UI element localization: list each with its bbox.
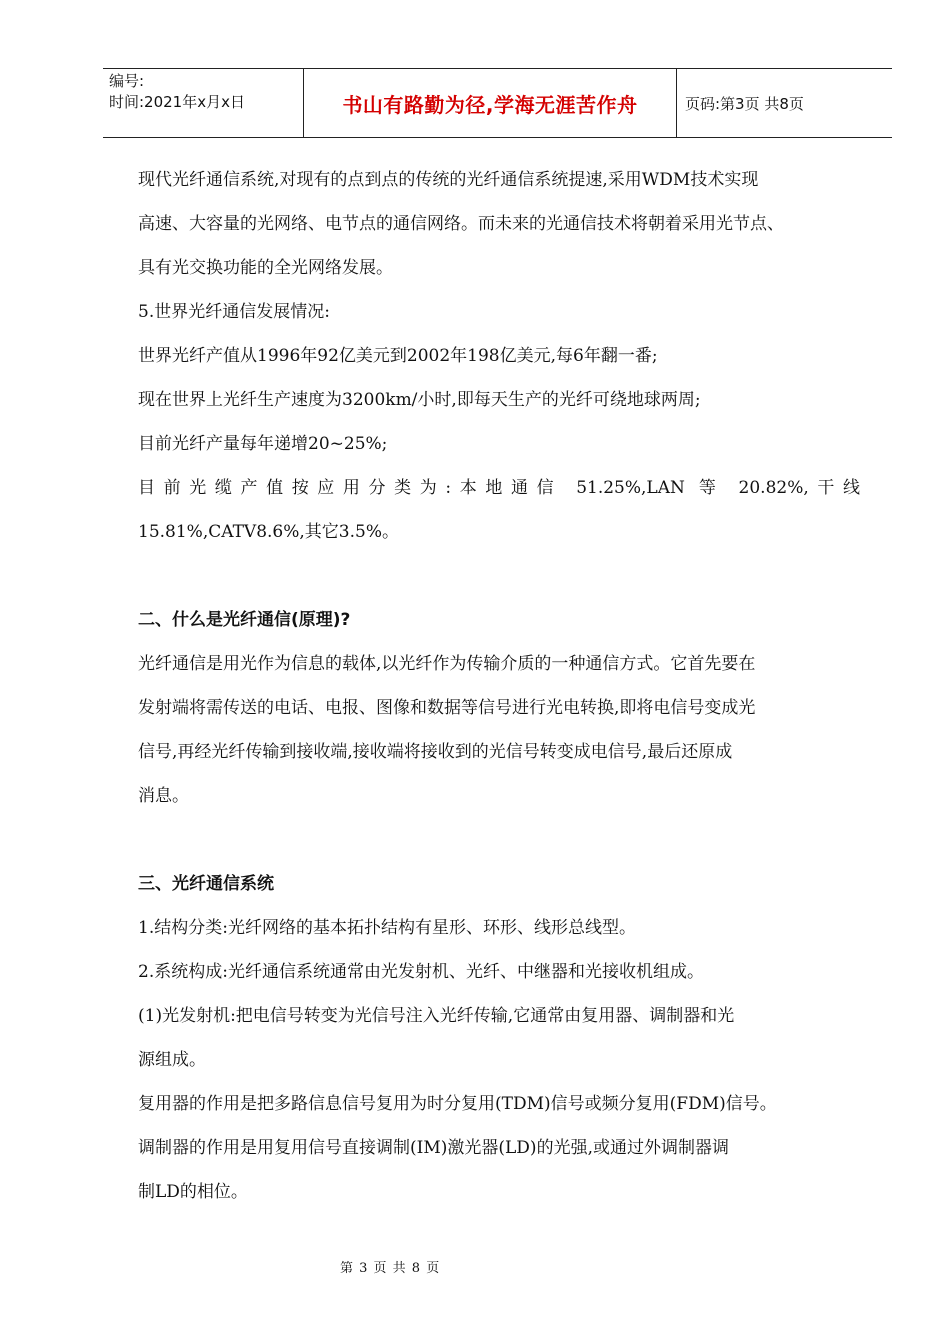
paragraph-line: 消息。 (138, 786, 189, 806)
paragraph-line: 高速、大容量的光网络、电节点的通信网络。而未来的光通信技术将朝着采用光节点、 (138, 214, 784, 234)
spacer (138, 554, 860, 598)
time-label: 时间:2021年x月x日 (109, 93, 245, 111)
header-page-info: 页码:第3页 共8页 (685, 94, 804, 113)
spacer (138, 818, 860, 862)
number-label: 编号: (109, 72, 145, 90)
stat-line: 目前光纤产量每年递增20~25%; (138, 434, 388, 454)
stat-line: 世界光纤产值从1996年92亿美元到2002年198亿美元,每6年翻一番; (138, 346, 658, 366)
header-meta (103, 69, 304, 137)
paragraph-line: 信号,再经光纤传输到接收端,接收端将接收到的光信号转变成电信号,最后还原成 (138, 742, 733, 762)
paragraph-line: 光纤通信是用光作为信息的载体,以光纤作为传输介质的一种通信方式。它首先要在 (138, 654, 756, 674)
stat-line: 现在世界上光纤生产速度为3200km/小时,即每天生产的光纤可绕地球两周; (138, 390, 701, 410)
page-footer: 第 3 页 共 8 页 (340, 1261, 441, 1276)
section-heading: 二、什么是光纤通信(原理)? (138, 610, 351, 630)
paragraph-line: 调制器的作用是用复用信号直接调制(IM)激光器(LD)的光强,或通过外调制器调 (138, 1138, 729, 1158)
list-item: 5.世界光纤通信发展情况: (138, 302, 330, 322)
paragraph-line: 2.系统构成:光纤通信系统通常由光发射机、光纤、中继器和光接收机组成。 (138, 962, 704, 982)
paragraph-line: 现代光纤通信系统,对现有的点到点的传统的光纤通信系统提速,采用WDM技术实现 (138, 170, 759, 190)
paragraph-line: (1)光发射机:把电信号转变为光信号注入光纤传输,它通常由复用器、调制器和光 (138, 1006, 735, 1026)
paragraph-line: 发射端将需传送的电话、电报、图像和数据等信号进行光电转换,即将电信号变成光 (138, 698, 756, 718)
paragraph-line: 复用器的作用是把多路信息信号复用为时分复用(TDM)信号或频分复用(FDM)信号。 (138, 1094, 777, 1114)
paragraph-line: 源组成。 (138, 1050, 206, 1070)
paragraph-line: 1.结构分类:光纤网络的基本拓扑结构有星形、环形、线形总线型。 (138, 918, 636, 938)
paragraph-line: 制LD的相位。 (138, 1182, 248, 1202)
stat-line: 15.81%,CATV8.6%,其它3.5%。 (138, 522, 399, 542)
header-motto: 书山有路勤为径,学海无涯苦作舟 (304, 69, 677, 137)
paragraph-line: 具有光交换功能的全光网络发展。 (138, 258, 393, 278)
stat-line: 目前光缆产值按应用分类为:本地通信 51.25%,LAN 等 20.82%,干线 (138, 478, 860, 498)
section-heading: 三、光纤通信系统 (138, 874, 274, 894)
page-header (103, 68, 892, 138)
document-body (138, 158, 860, 1214)
